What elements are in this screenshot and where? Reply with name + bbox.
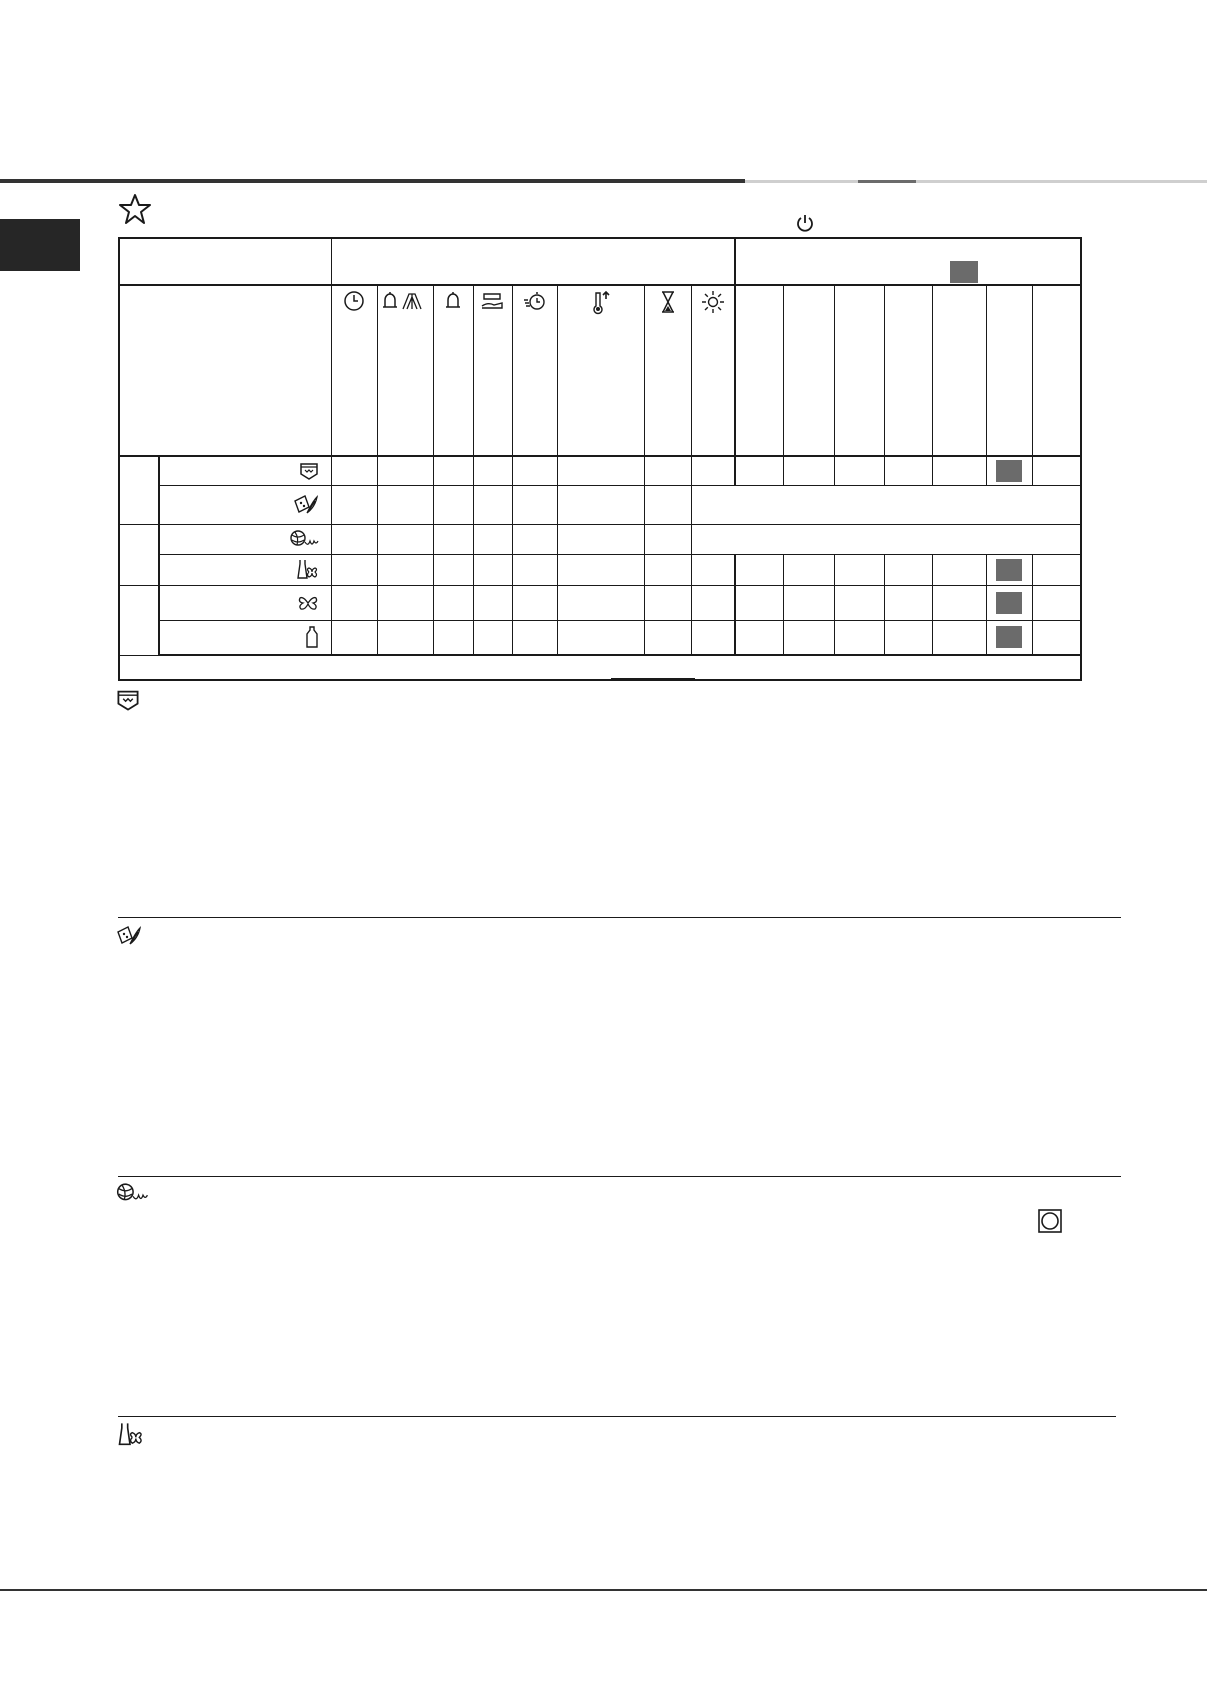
group-cell-1 bbox=[119, 456, 159, 524]
section-divider bbox=[118, 1416, 1116, 1417]
table-footer-row bbox=[119, 655, 1081, 680]
star-icon bbox=[119, 193, 151, 225]
programme-cell-stained bbox=[159, 485, 331, 524]
col-dry-1 bbox=[735, 285, 783, 456]
section-divider bbox=[118, 917, 1121, 918]
table-row bbox=[119, 585, 1081, 620]
merged-cell bbox=[691, 524, 1081, 554]
circle-in-square-icon bbox=[1038, 1209, 1062, 1233]
clock-icon bbox=[343, 290, 365, 312]
stained-fabric-icon bbox=[293, 493, 319, 517]
sun-icon bbox=[701, 290, 725, 314]
top-rule-light-2 bbox=[916, 180, 1207, 183]
gray-box-indicator bbox=[996, 626, 1022, 648]
jeans-icon bbox=[299, 462, 319, 480]
wool-icon bbox=[289, 529, 319, 549]
programme-cell-bottle bbox=[159, 620, 331, 655]
section-divider bbox=[118, 1176, 1121, 1177]
butterfly-icon bbox=[297, 594, 319, 612]
icon-row-label-cell bbox=[119, 285, 331, 456]
merged-cell bbox=[691, 485, 1081, 524]
top-rule-mid bbox=[858, 180, 916, 183]
table-row bbox=[119, 620, 1081, 655]
top-rule-dark bbox=[0, 179, 745, 183]
programme-cell-delicates bbox=[159, 554, 331, 585]
language-tab bbox=[0, 219, 80, 271]
timer-icon bbox=[522, 290, 548, 312]
table-footer-cell bbox=[119, 655, 1081, 680]
header-gray-box bbox=[950, 261, 978, 283]
col-dry-7 bbox=[1032, 285, 1081, 456]
table-header-row bbox=[119, 238, 1081, 285]
header-drying-cell bbox=[735, 238, 1081, 285]
bottom-rule bbox=[0, 1589, 1207, 1591]
programme-cell-wool bbox=[159, 524, 331, 554]
col-dry-5 bbox=[932, 285, 986, 456]
gray-box-indicator bbox=[996, 559, 1022, 581]
power-icon bbox=[795, 213, 815, 233]
programme-cell-jeans bbox=[159, 456, 331, 485]
table-row bbox=[119, 485, 1081, 524]
dress-butterfly-icon bbox=[116, 1421, 144, 1449]
group-cell-3 bbox=[119, 585, 159, 655]
col-thermometer bbox=[557, 285, 644, 456]
gray-box-indicator bbox=[996, 460, 1022, 482]
col-bell bbox=[433, 285, 473, 456]
hourglass-icon bbox=[659, 290, 677, 314]
col-hand-wash bbox=[473, 285, 512, 456]
table-row bbox=[119, 554, 1081, 585]
table-row bbox=[119, 524, 1081, 554]
bell-garment-icon bbox=[381, 290, 429, 312]
bottle-icon bbox=[305, 625, 319, 649]
col-dry-6 bbox=[986, 285, 1032, 456]
col-sun bbox=[691, 285, 735, 456]
programme-cell-silk bbox=[159, 585, 331, 620]
jeans-icon bbox=[116, 689, 140, 711]
col-dry-3 bbox=[834, 285, 884, 456]
stained-fabric-icon bbox=[115, 924, 143, 948]
header-functions-cell bbox=[331, 238, 735, 285]
footer-underline bbox=[611, 678, 695, 679]
col-clock bbox=[331, 285, 377, 456]
group-cell-2 bbox=[119, 524, 159, 585]
col-bell-garment bbox=[377, 285, 433, 456]
gray-box-indicator bbox=[996, 592, 1022, 614]
col-hourglass bbox=[644, 285, 691, 456]
header-programme-cell bbox=[119, 238, 331, 285]
wool-icon bbox=[115, 1182, 149, 1204]
col-dry-2 bbox=[783, 285, 834, 456]
top-rule-light bbox=[745, 180, 858, 183]
table-icon-row bbox=[119, 285, 1081, 456]
col-dry-4 bbox=[884, 285, 932, 456]
programme-table bbox=[118, 237, 1082, 681]
thermometer-icon bbox=[590, 290, 612, 316]
dress-butterfly-icon bbox=[295, 558, 319, 582]
bell-icon bbox=[444, 290, 462, 312]
hand-wash-icon bbox=[480, 290, 506, 312]
table-row bbox=[119, 456, 1081, 485]
col-timer bbox=[512, 285, 557, 456]
